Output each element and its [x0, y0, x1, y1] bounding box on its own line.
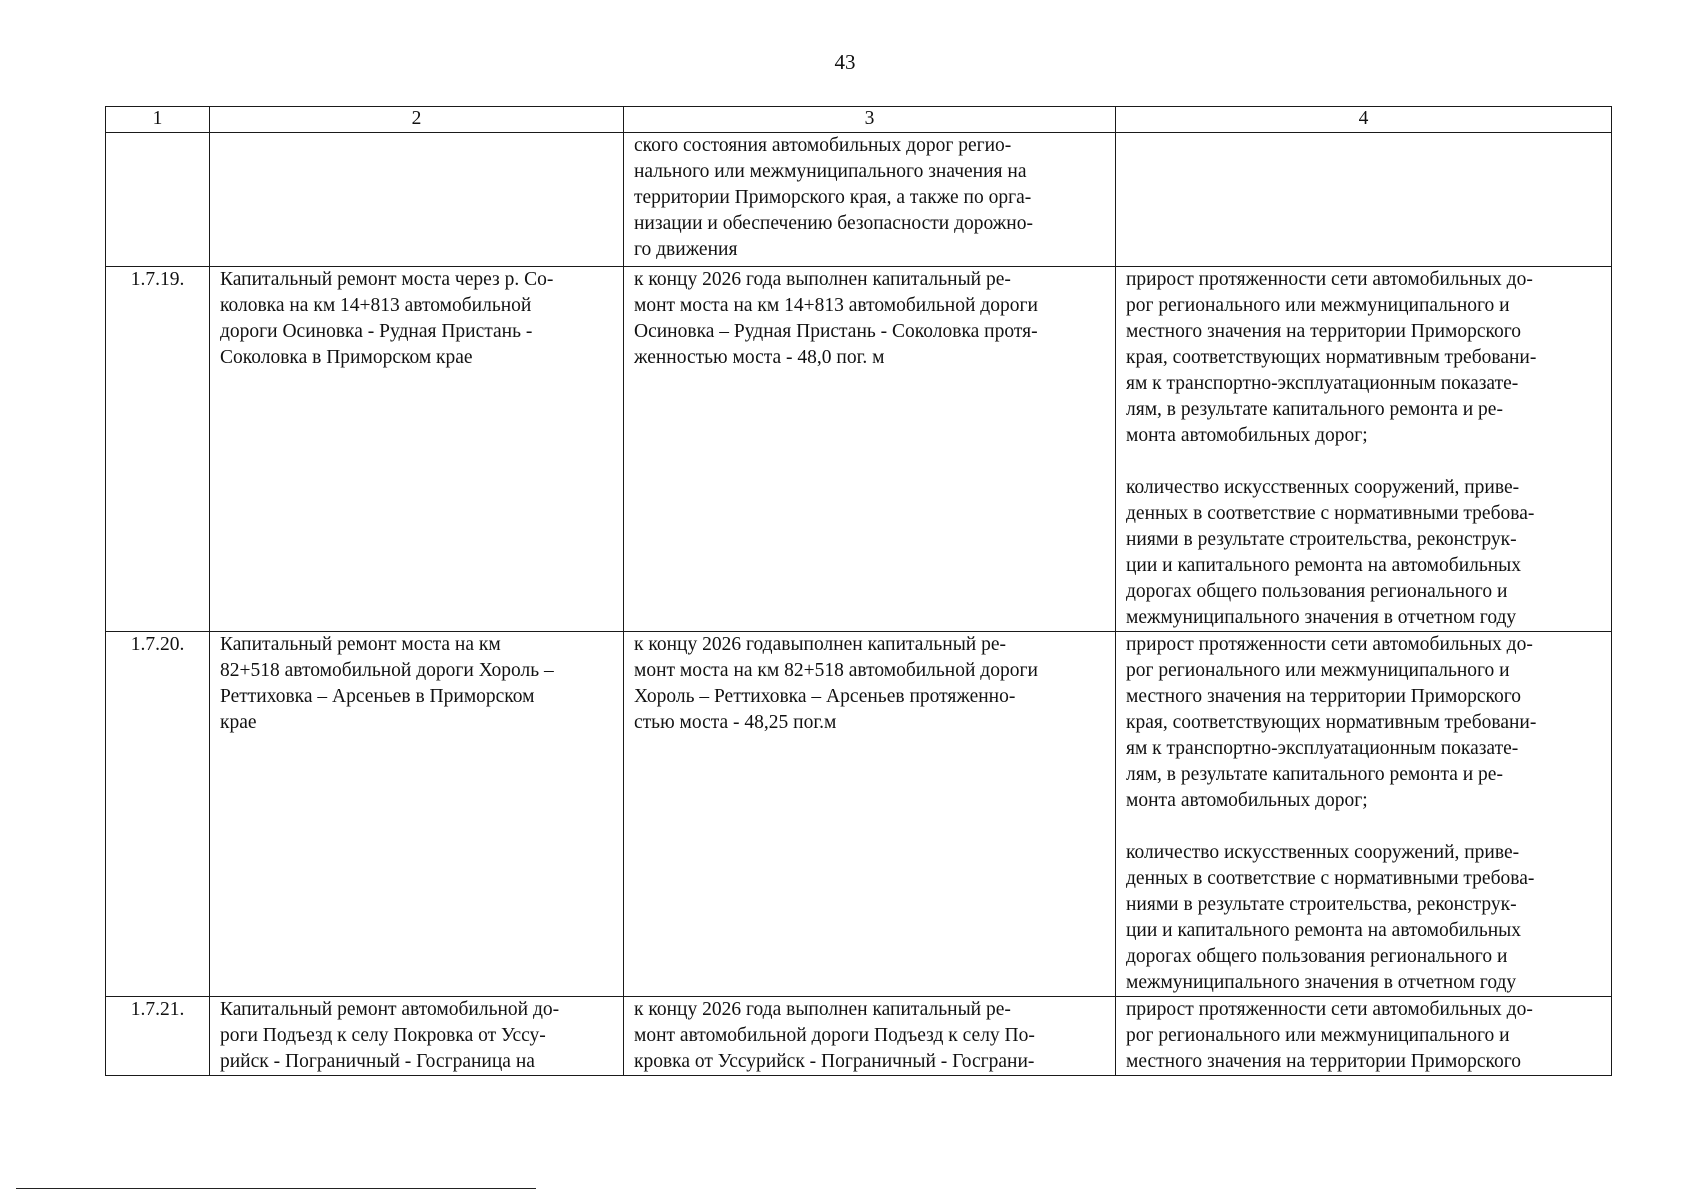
- cell-indicator: [1116, 632, 1612, 997]
- text-line: к концу 2026 года выполнен капитальный ре-: [634, 999, 1011, 1020]
- header-col-3: 3: [624, 107, 1116, 133]
- text-line: Реттиховка – Арсеньев в Приморском: [220, 686, 535, 707]
- text-line: ского состояния автомобильных дорог регио-: [634, 135, 1012, 156]
- cell-measure: [210, 133, 624, 267]
- text-line: лям, в результате капитального ремонта и ре-: [1126, 399, 1503, 420]
- text-line: коловка на км 14+813 автомобильной: [220, 295, 532, 316]
- text-line: ям к транспортно-эксплуатационным показате-: [1126, 373, 1519, 394]
- text-line: рог регионального или межмуниципального и: [1126, 295, 1510, 316]
- table-row-1-7-20: [106, 632, 1612, 997]
- text-line: дороги Осиновка - Рудная Пристань -: [220, 321, 533, 342]
- text-line: ниями в результате строительства, реконструк-: [1126, 529, 1517, 550]
- text-line: монт автомобильной дороги Подъезд к селу По-: [634, 1025, 1035, 1046]
- cell-result: [624, 997, 1116, 1076]
- text-line: Капитальный ремонт моста через р. Со-: [220, 269, 554, 290]
- measures-table: [105, 106, 1612, 1076]
- header-col-4: 4: [1116, 107, 1612, 133]
- text-line: местного значения на территории Приморского: [1126, 1051, 1522, 1072]
- cell-number: [106, 133, 210, 267]
- footnote-divider: [16, 1188, 536, 1189]
- text-line: стью моста - 48,25 пог.м: [634, 712, 837, 733]
- text-line: территории Приморского края, а также по орга-: [634, 187, 1032, 208]
- text-line: края, соответствующих нормативным требовани-: [1126, 347, 1537, 368]
- text-line: местного значения на территории Приморского: [1126, 321, 1522, 342]
- table-row-1-7-21: [106, 997, 1612, 1076]
- text-line: монт моста на км 14+813 автомобильной дороги: [634, 295, 1038, 316]
- text-line: рог регионального или межмуниципального и: [1126, 660, 1510, 681]
- text-line: Соколовка в Приморском крае: [220, 347, 473, 368]
- header-col-2: 2: [210, 107, 624, 133]
- cell-indicator: [1116, 267, 1612, 632]
- text-line: количество искусственных сооружений, приве-: [1126, 477, 1520, 498]
- text-line: Капитальный ремонт моста на км: [220, 634, 501, 655]
- cell-number: 1.7.21.: [106, 997, 210, 1076]
- text-line: межмуниципального значения в отчетном году: [1126, 607, 1517, 628]
- cell-number: 1.7.19.: [106, 267, 210, 632]
- text-line: роги Подъезд к селу Покровка от Уссу-: [220, 1025, 546, 1046]
- text-line: прирост протяженности сети автомобильных до-: [1126, 269, 1533, 290]
- header-row: [106, 107, 1612, 133]
- text-line: монт моста на км 82+518 автомобильной дороги: [634, 660, 1038, 681]
- text-line: ции и капитального ремонта на автомобильных: [1126, 555, 1522, 576]
- cell-number: 1.7.20.: [106, 632, 210, 997]
- text-line: местного значения на территории Приморского: [1126, 686, 1522, 707]
- cell-indicator: [1116, 133, 1612, 267]
- text-line: ниями в результате строительства, реконструк-: [1126, 894, 1517, 915]
- text-line: к концу 2026 годавыполнен капитальный ре-: [634, 634, 1007, 655]
- text-line: ям к транспортно-эксплуатационным показате-: [1126, 738, 1519, 759]
- cell-result: [624, 632, 1116, 997]
- cell-measure: [210, 997, 624, 1076]
- text-line: монта автомобильных дорог;: [1126, 790, 1368, 811]
- cell-result: [624, 133, 1116, 267]
- text-line: Осиновка – Рудная Пристань - Соколовка протя-: [634, 321, 1038, 342]
- text-line: крае: [220, 712, 257, 733]
- text-line: прирост протяженности сети автомобильных до-: [1126, 634, 1533, 655]
- text-line: дорогах общего пользования регионального и: [1126, 946, 1508, 967]
- text-line: рог регионального или межмуниципального и: [1126, 1025, 1510, 1046]
- text-line: к концу 2026 года выполнен капитальный ре-: [634, 269, 1011, 290]
- table-row-continuation: [106, 133, 1612, 267]
- text-line: денных в соответствие с нормативными требова-: [1126, 503, 1535, 524]
- cell-measure: [210, 267, 624, 632]
- text-line: низации и обеспечению безопасности дорожно-: [634, 213, 1033, 234]
- text-line: нального или межмуниципального значения на: [634, 161, 1027, 182]
- text-line: монта автомобильных дорог;: [1126, 425, 1368, 446]
- text-line: ции и капитального ремонта на автомобильных: [1126, 920, 1522, 941]
- text-line: женностью моста - 48,0 пог. м: [634, 347, 885, 368]
- text-line: кровка от Уссурийск - Пограничный - Госграни-: [634, 1051, 1035, 1072]
- cell-measure: [210, 632, 624, 997]
- paragraph-gap: [1126, 814, 1601, 840]
- text-line: лям, в результате капитального ремонта и ре-: [1126, 764, 1503, 785]
- text-line: го движения: [634, 239, 738, 260]
- text-line: денных в соответствие с нормативными требова-: [1126, 868, 1535, 889]
- text-line: края, соответствующих нормативным требовани-: [1126, 712, 1537, 733]
- text-line: рийск - Пограничный - Госграница на: [220, 1051, 535, 1072]
- paragraph-gap: [1126, 449, 1601, 475]
- text-line: прирост протяженности сети автомобильных до-: [1126, 999, 1533, 1020]
- text-line: 82+518 автомобильной дороги Хороль –: [220, 660, 554, 681]
- text-line: дорогах общего пользования регионального и: [1126, 581, 1508, 602]
- text-line: Капитальный ремонт автомобильной до-: [220, 999, 560, 1020]
- cell-indicator: [1116, 997, 1612, 1076]
- header-col-1: 1: [106, 107, 210, 133]
- text-line: Хороль – Реттиховка – Арсеньев протяженно-: [634, 686, 1016, 707]
- text-line: количество искусственных сооружений, приве-: [1126, 842, 1520, 863]
- page-number: 43: [834, 50, 856, 74]
- text-line: межмуниципального значения в отчетном году: [1126, 972, 1517, 993]
- cell-result: [624, 267, 1116, 632]
- table-row-1-7-19: [106, 267, 1612, 632]
